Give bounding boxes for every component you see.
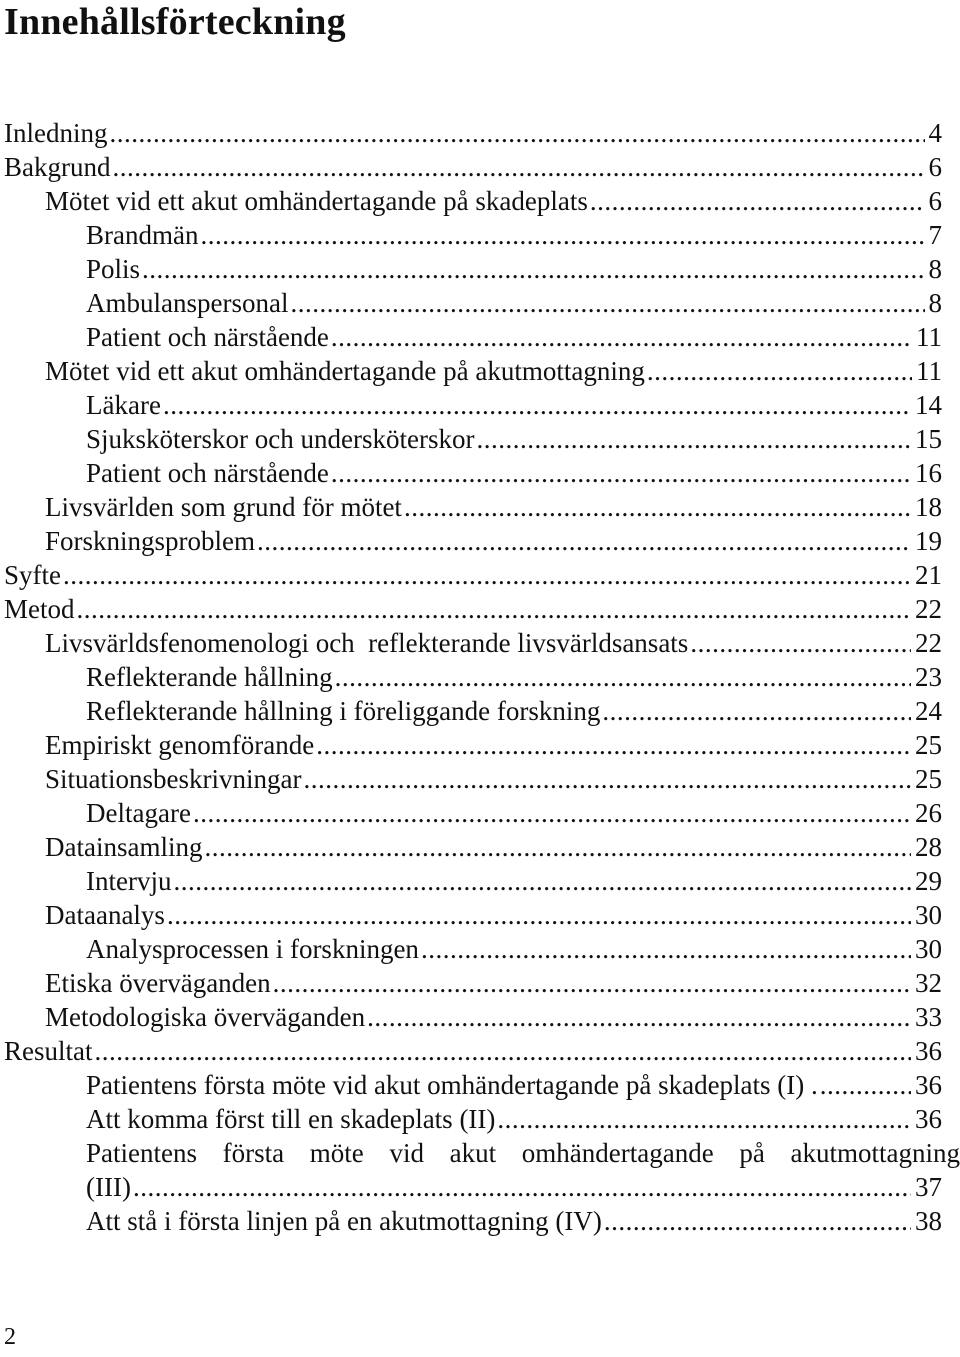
toc-leader-dots	[173, 864, 911, 898]
toc-leader-dots	[331, 456, 911, 490]
toc-entry-label: Deltagare	[86, 798, 191, 828]
toc-entry-page: 16	[915, 458, 942, 488]
toc-entry-page: 30	[915, 900, 942, 930]
toc-entry-label: Intervju	[86, 866, 172, 896]
toc-entry-sjukskoterskor[interactable]	[4, 422, 942, 456]
toc-entry-page: 19	[915, 526, 942, 556]
toc-entry-page: 32	[915, 968, 942, 998]
toc-leader-dots	[316, 728, 911, 762]
toc-entry-page: 26	[915, 798, 942, 828]
toc-leader-dots	[404, 490, 911, 524]
toc-entry-page: 15	[915, 424, 942, 454]
toc-entry-bakgrund[interactable]	[4, 150, 942, 184]
toc-entry-lakare[interactable]	[4, 388, 942, 422]
toc-leader-dots	[167, 898, 911, 932]
toc-entry-label: Sjuksköterskor och undersköterskor	[86, 424, 475, 454]
toc-entry-label: Analysprocessen i forskningen	[86, 934, 419, 964]
toc-entry-delstudie-3-line-2[interactable]	[4, 1170, 942, 1204]
toc-leader-dots	[142, 252, 924, 286]
toc-leader-dots	[193, 796, 911, 830]
toc-entry-page: 4	[928, 118, 942, 148]
toc-leader-dots	[335, 660, 911, 694]
toc-leader-dots	[476, 422, 911, 456]
toc-entry-page: 6	[928, 152, 942, 182]
toc-entry-page: 14	[915, 390, 942, 420]
toc-entry-motet-akutmottagning[interactable]	[4, 354, 942, 388]
toc-leader-dots	[204, 830, 911, 864]
toc-entry-page: 36	[915, 1070, 942, 1100]
toc-entry-page: 8	[928, 254, 942, 284]
toc-entry-label: Syfte	[4, 560, 61, 590]
toc-leader-dots	[290, 286, 924, 320]
toc-entry-polis[interactable]	[4, 252, 942, 286]
toc-entry-syfte[interactable]	[4, 558, 942, 592]
footer-page-number: 2	[4, 1324, 16, 1350]
toc-leader-dots	[200, 218, 924, 252]
toc-entry-page: 33	[915, 1002, 942, 1032]
toc-entry-delstudie-4[interactable]	[4, 1204, 942, 1238]
toc-entry-label: Reflekterande hållning	[86, 662, 333, 692]
toc-entry-datainsamling[interactable]	[4, 830, 942, 864]
toc-leader-dots	[273, 966, 911, 1000]
toc-entry-label: Livsvärldsfenomenologi och reflekterande livsvärldsansats	[45, 628, 689, 658]
toc-entry-page: 22	[915, 594, 942, 624]
toc-entry-metodologiska[interactable]	[4, 1000, 942, 1034]
toc-entry-label: Mötet vid ett akut omhändertagande på skadeplats	[45, 186, 588, 216]
toc-entry-label: Inledning	[4, 118, 108, 148]
toc-entry-label: Brandmän	[86, 220, 199, 250]
toc-entry-ambulanspersonal[interactable]	[4, 286, 942, 320]
toc-entry-label: Forskningsproblem	[45, 526, 256, 556]
toc-entry-label: Ambulanspersonal	[86, 288, 289, 318]
toc-entry-label: (III)	[86, 1172, 131, 1202]
toc-entry-etiska[interactable]	[4, 966, 942, 1000]
toc-entry-label: Reflekterande hållning i föreliggande forskning	[86, 696, 601, 726]
toc-entry-metod[interactable]	[4, 592, 942, 626]
toc-entry-label: Dataanalys	[45, 900, 165, 930]
toc-leader-dots	[163, 388, 911, 422]
toc-entry-dataanalys[interactable]	[4, 898, 942, 932]
toc-entry-page: 23	[915, 662, 942, 692]
toc-entry-label: Empiriskt genomförande	[45, 730, 315, 760]
toc-entry-page: 36	[915, 1036, 942, 1066]
toc-entry-page: 11	[916, 356, 942, 386]
table-of-contents	[4, 116, 960, 1238]
toc-leader-dots	[690, 626, 911, 660]
toc-entry-page: 29	[915, 866, 942, 896]
toc-entry-reflekterande-hallning[interactable]	[4, 660, 942, 694]
toc-entry-resultat[interactable]	[4, 1034, 942, 1068]
toc-entry-label: Patient och närstående	[86, 322, 329, 352]
page-title: Innehållsförteckning	[4, 1, 346, 43]
toc-entry-inledning[interactable]	[4, 116, 942, 150]
toc-entry-label: Att komma först till en skadeplats (II)	[86, 1104, 496, 1134]
toc-leader-dots	[590, 184, 925, 218]
toc-entry-page: 18	[915, 492, 942, 522]
toc-entry-label: Polis	[86, 254, 141, 284]
toc-entry-forskningsproblem[interactable]	[4, 524, 942, 558]
toc-entry-label: Bakgrund	[4, 152, 111, 182]
toc-entry-brandman[interactable]	[4, 218, 942, 252]
toc-leader-dots	[63, 558, 911, 592]
toc-leader-dots	[367, 1000, 911, 1034]
toc-entry-intervju[interactable]	[4, 864, 942, 898]
toc-entry-label: Patientens första möte vid akut omhändertagande på skadeplats (I) .	[86, 1070, 818, 1100]
toc-entry-situationsbeskrivningar[interactable]	[4, 762, 942, 796]
toc-entry-delstudie-1[interactable]	[4, 1068, 942, 1102]
toc-leader-dots	[331, 320, 912, 354]
toc-leader-dots	[109, 116, 924, 150]
toc-entry-page: 30	[915, 934, 942, 964]
toc-entry-label: Att stå i första linjen på en akutmottagning (IV)	[86, 1206, 602, 1236]
toc-entry-page: 22	[915, 628, 942, 658]
toc-leader-dots	[77, 592, 912, 626]
toc-entry-analysprocessen[interactable]	[4, 932, 942, 966]
toc-entry-patient-narstaende-1[interactable]	[4, 320, 942, 354]
toc-entry-page: 6	[928, 186, 942, 216]
toc-entry-deltagare[interactable]	[4, 796, 942, 830]
toc-entry-motet-skadeplats[interactable]	[4, 184, 942, 218]
toc-leader-dots	[497, 1102, 911, 1136]
toc-entry-page: 11	[916, 322, 942, 352]
toc-entry-label: Datainsamling	[45, 832, 203, 862]
toc-entry-page: 37	[915, 1172, 942, 1202]
toc-entry-label: Etiska överväganden	[45, 968, 271, 998]
toc-entry-label: Metodologiska överväganden	[45, 1002, 366, 1032]
toc-leader-dots	[303, 762, 911, 796]
toc-entry-page: 21	[915, 560, 942, 590]
toc-entry-label: Resultat	[4, 1036, 93, 1066]
toc-entry-patient-narstaende-2[interactable]	[4, 456, 942, 490]
toc-leader-dots	[604, 1204, 911, 1238]
toc-leader-dots	[112, 150, 924, 184]
toc-entry-label: Patient och närstående	[86, 458, 329, 488]
toc-entry-page: 24	[915, 696, 942, 726]
toc-entry-label: Patientens första möte vid akut omhändertagande på akutmottagning	[86, 1138, 960, 1168]
toc-entry-page: 25	[915, 764, 942, 794]
toc-entry-delstudie-2[interactable]	[4, 1102, 942, 1136]
toc-entry-label: Mötet vid ett akut omhändertagande på akutmottagning	[45, 356, 645, 386]
toc-leader-dots	[133, 1170, 911, 1204]
toc-entry-livsvarldsfenomenologi[interactable]	[4, 626, 942, 660]
toc-entry-page: 25	[915, 730, 942, 760]
toc-entry-label: Läkare	[86, 390, 161, 420]
toc-entry-label: Metod	[4, 594, 75, 624]
toc-leader-dots	[257, 524, 911, 558]
toc-entry-label: Situationsbeskrivningar	[45, 764, 302, 794]
toc-entry-empiriskt[interactable]	[4, 728, 942, 762]
toc-entry-page: 7	[928, 220, 942, 250]
toc-leader-dots	[647, 354, 912, 388]
toc-entry-delstudie-3-line-1[interactable]	[4, 1136, 960, 1170]
toc-entry-page: 38	[915, 1206, 942, 1236]
toc-entry-reflekterande-forskning[interactable]	[4, 694, 942, 728]
toc-entry-page: 28	[915, 832, 942, 862]
toc-leader-dots	[421, 932, 911, 966]
toc-entry-livsvarlden[interactable]	[4, 490, 942, 524]
toc-leader-dots	[95, 1034, 912, 1068]
toc-entry-label: Livsvärlden som grund för mötet	[45, 492, 402, 522]
toc-entry-page: 8	[928, 288, 942, 318]
toc-leader-dots	[602, 694, 911, 728]
toc-entry-page: 36	[915, 1104, 942, 1134]
toc-leader-dots	[820, 1068, 911, 1102]
